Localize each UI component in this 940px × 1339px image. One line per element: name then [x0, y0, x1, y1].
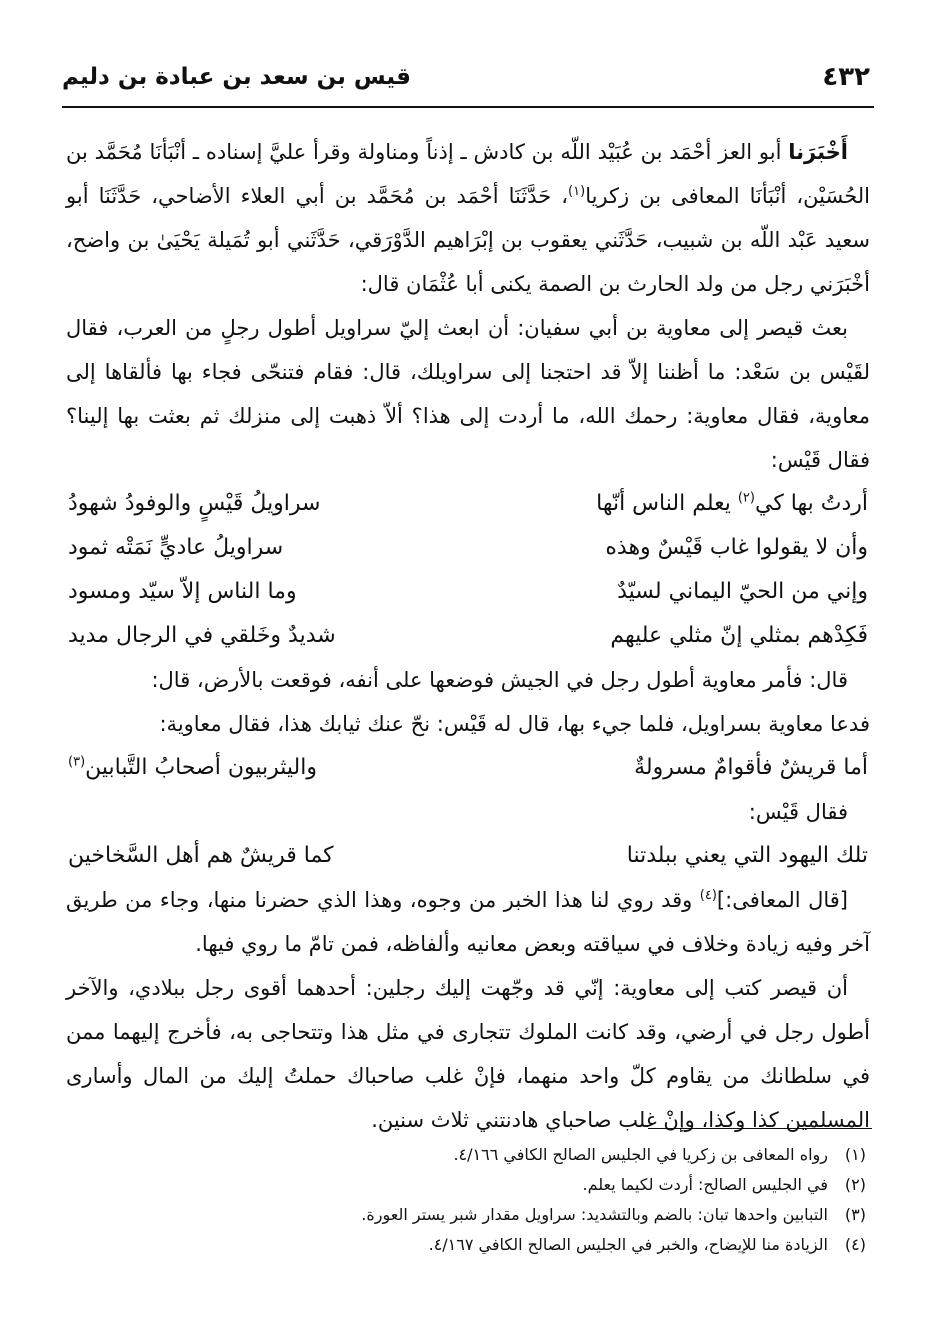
- footnotes: [80, 1140, 866, 1260]
- verse-line-4: [66, 614, 870, 658]
- footnote-ref-4[interactable]: (٤): [699, 888, 717, 903]
- verse-hemistich-first: تلك اليهود التي يعني ببلدتنا: [626, 843, 868, 868]
- header-divider: [62, 106, 874, 108]
- caesar-letter-paragraph: أن قيصر كتب إلى معاوية: إنّي قد وجّهت إليك رجلين: أحدهما أقوى رجل ببلادي، والآخر أطول رجل في أرضي، وقد كانت الملوك تتجارى في مثل هذا وتتحاجى به، فأخرج إليهما ممن في سلطانك من يقاوم كلّ واحد منهما، فإنْ غلب صاحباك حملتُ إليك من المال وأسارى المسلمين كذا وكذا، وإنْ غلب صاحباي هادنتني ثلاث سنين.: [66, 976, 870, 1132]
- verse-line-2: [66, 526, 870, 570]
- verse-hemistich-first: وإني من الحيّ اليماني لسيّدٌ: [617, 579, 868, 604]
- footnote-number: (١): [844, 1145, 866, 1164]
- page-header: [62, 62, 870, 102]
- qais-said-line: فقال قَيْس:: [748, 800, 848, 824]
- muafa-note-paragraph: [قال المعافى:]$^{(٤)}$ وقد روي لنا هذا الخبر من وجوه، وهذا الذي حضرنا منها، وجاء من طريق آخر وفيه زيادة وخلاف في سياقته وبعض معانيه وألفاظه، فمن تامّ ما روي فيها.: [66, 888, 870, 956]
- verse-hemistich-second: شديدٌ وخَلقي في الرجال مديد: [68, 623, 336, 648]
- verse-qais: [66, 834, 870, 878]
- verse-hemistich-first: وأن لا يقولوا غاب قَيْسٌ وهذه: [605, 535, 868, 560]
- footnote-text: رواه المعافى بن زكريا في الجليس الصالح الكافي ٤/١٦٦.: [453, 1145, 828, 1164]
- verse-hemistich-second: وما الناس إلاّ سيّد ومسود: [68, 579, 297, 604]
- akhbarana-keyword: أَخْبَرَنا: [788, 140, 848, 164]
- verse-muawiya: [66, 746, 870, 790]
- footnote-3: [80, 1200, 866, 1230]
- narration-line-1: قال: فأمر معاوية أطول رجل في الجيش فوضعها على أنفه، فوقعت بالأرض، قال:: [151, 668, 848, 692]
- verse-hemistich-second: كما قريشٌ هم أهل السَّخاخين: [68, 843, 334, 868]
- verse-hemistich-first: أردتُ بها كي$^{(٢)}$ يعلم الناس أنّها: [596, 490, 868, 516]
- footnote-text: في الجليس الصالح: أردت لكيما يعلم.: [582, 1175, 828, 1194]
- footnote-4: [80, 1230, 866, 1260]
- footnote-ref-3[interactable]: (٣): [68, 754, 86, 770]
- footnote-2: [80, 1170, 866, 1200]
- narration-line-2: فدعا معاوية بسراويل، فلما جيء بها، قال له قَيْس: نحّ عنك ثيابك هذا، فقال معاوية:: [159, 712, 870, 736]
- isnad-text-b: ، حَدَّثَنَا أحْمَد بن مُحَمَّد بن أبي العلاء الأضاحي، حَدَّثَنَا أبو سعيد عَبْد اللّه بن شبيب، حَدَّثَني يعقوب بن إبْرَاهيم الدَّوْرَقي، حَدَّثَني أبو تُمَيلة يَحْيَىٰ بن واضح، أخْبَرَني رجل من ولد الحارث بن الصمة يكنى أبا عُثْمَان قال:: [66, 184, 870, 296]
- footnote-text: التبابين واحدها تبان: بالضم وبالتشديد: سراويل مقدار شبر يستر العورة.: [361, 1205, 828, 1224]
- running-title: قيس بن سعد بن عبادة بن دليم: [62, 64, 411, 90]
- verse-hemistich-second: سراويلُ قَيْسٍ والوفودُ شهودُ: [68, 491, 321, 516]
- footnote-text: الزيادة منا للإيضاح، والخبر في الجليس الصالح الكافي ٤/١٦٧.: [428, 1235, 828, 1254]
- footnote-ref-2[interactable]: (٢): [737, 490, 755, 506]
- isnad-paragraph: [66, 130, 870, 306]
- main-text: [66, 130, 870, 1142]
- isnad-text-a: أبو العز أحْمَد بن عُبَيْد اللّه بن كادش ـ إذناً ومناولة وقرأ عليَّ إسناده ـ أنْبَأنَا مُحَمَّد بن الحُسَيْن، أنْبَأنَا المعافى بن زكريا: [66, 140, 870, 208]
- story-paragraph: بعث قيصر إلى معاوية بن أبي سفيان: أن ابعث إليّ سراويل أطول رجلٍ من العرب، فقال لقَيْس بن سَعْد: ما أظننا إلاّ قد احتجنا إلى سراويلك، قال: فقام فتنحّى فجاء بها فألقاها إلى معاوية، فقال معاوية: رحمك الله، ما أردت إلى هذا؟ ألاّ ذهبت إلى منزلك ثم بعثت بها إلينا؟ فقال قَيْس:: [66, 316, 870, 472]
- page-number: ٤٣٢: [822, 62, 870, 92]
- verse-hemistich-first: فَكِدْهم بمثلي إنّ مثلي عليهم: [610, 623, 868, 648]
- verse-line-3: [66, 570, 870, 614]
- footnote-number: (٣): [844, 1205, 866, 1224]
- verse-hemistich-second: سراويلُ عاديٍّ نَمَتْه ثمود: [68, 535, 284, 560]
- footnote-number: (٢): [844, 1175, 866, 1194]
- verse-hemistich-first: أما قريشٌ فأقوامٌ مسرولةٌ: [634, 755, 868, 780]
- footnote-divider: [648, 1128, 872, 1129]
- verse-line-1: [66, 482, 870, 526]
- verse-hemistich-second: واليثربيون أصحابُ التَّبابين$^{(٣)}$: [68, 754, 317, 780]
- footnote-number: (٤): [844, 1235, 866, 1254]
- footnote-1: [80, 1140, 866, 1170]
- footnote-ref-1[interactable]: (١): [568, 184, 586, 199]
